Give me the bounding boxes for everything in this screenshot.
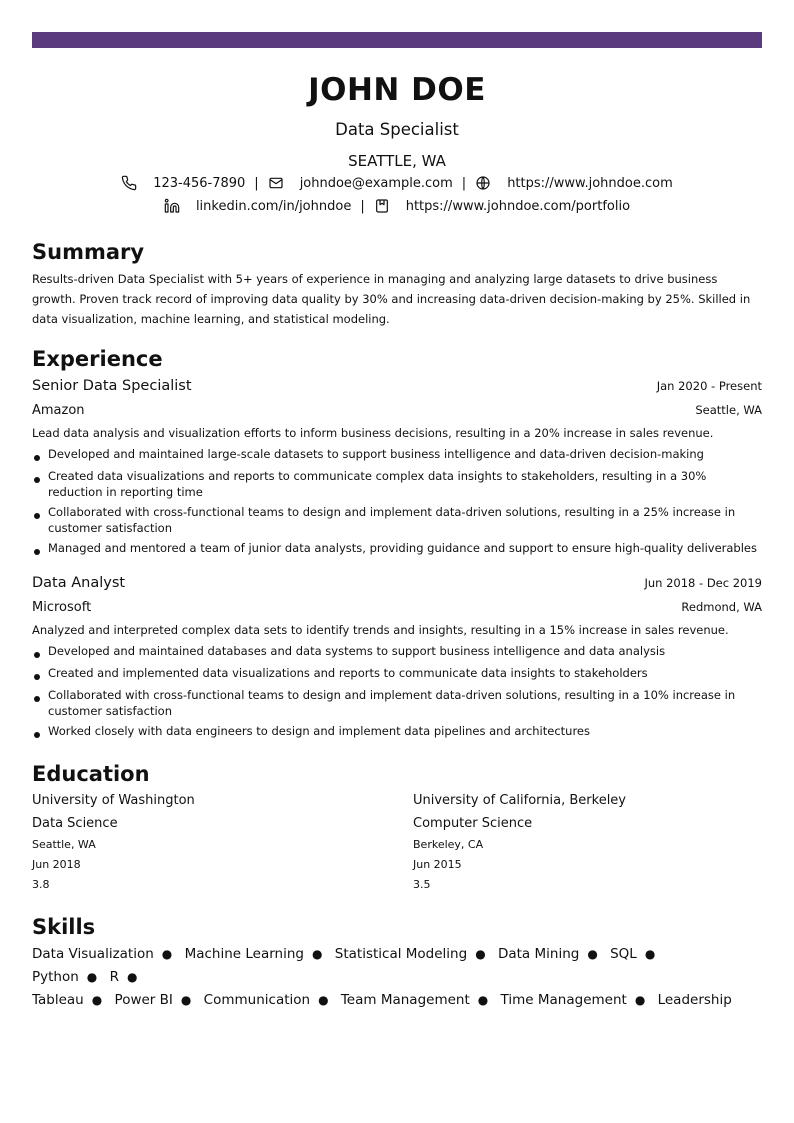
job-description: Analyzed and interpreted complex data sets to identify trends and insights, resulting in a 15% increase in sales revenue. (32, 623, 729, 637)
edu-location: Berkeley, CA (413, 838, 484, 851)
email-icon (268, 175, 284, 191)
edu-degree: Computer Science (413, 816, 533, 831)
skill-item: Time Management (500, 992, 627, 1008)
phone-icon (121, 175, 137, 191)
bullet-separator: ● (161, 947, 173, 961)
list-item: Developed and maintained large-scale datasets to support business intelligence and data-driven decision-making (32, 446, 762, 462)
list-item: Worked closely with data engineers to design and implement data pipelines and architectures (32, 723, 762, 739)
job-location: Redmond, WA (681, 600, 762, 614)
globe-icon (475, 175, 491, 191)
education-heading: Education (32, 762, 150, 786)
job-dates: Jun 2018 - Dec 2019 (644, 576, 762, 590)
skill-item: Leadership (657, 992, 732, 1008)
bullet-separator: ● (126, 970, 138, 984)
job-company: Microsoft (32, 600, 92, 615)
bullet-separator: ● (180, 993, 192, 1007)
job-bullets (32, 643, 762, 739)
list-item: Created data visualizations and reports to communicate complex data insights to stakeholders, resulting in a 30% reduction in reporting time (32, 468, 762, 500)
job-company-row (32, 403, 762, 418)
job-title: Senior Data Specialist (32, 378, 192, 394)
skills-heading: Skills (32, 915, 96, 939)
skill-item: Python (32, 969, 79, 985)
contact-line-2 (0, 196, 794, 216)
job-title: Data Analyst (32, 575, 126, 591)
skill-item: Power BI (114, 992, 173, 1008)
job-bullets (32, 446, 762, 556)
job-header (32, 575, 762, 591)
skill-item: Statistical Modeling (334, 946, 468, 962)
job-header (32, 378, 762, 394)
bullet-separator: ● (634, 993, 646, 1007)
linkedin-icon (164, 198, 180, 214)
separator: | (461, 175, 467, 191)
job-company-row (32, 600, 762, 615)
portfolio-link[interactable]: https://www.johndoe.com/portfolio (405, 198, 631, 214)
accent-bar (32, 32, 762, 48)
experience-heading: Experience (32, 347, 163, 371)
skills-list (32, 943, 732, 1012)
list-item: Developed and maintained databases and data systems to support business intelligence and data analysis (32, 643, 762, 659)
skill-item: Data Visualization (32, 946, 154, 962)
bullet-separator: ● (587, 947, 598, 961)
skill-item: SQL (610, 946, 637, 962)
candidate-location: SEATTLE, WA (348, 152, 446, 170)
bullet-separator: ● (86, 970, 98, 984)
summary-text: Results-driven Data Specialist with 5+ years of experience in managing and analyzing large datasets to drive business growth. Proven track record of improving data quality by 30% and increasing data-driven decision-making by 25%. Skilled in data visualization, machine learning, and statistical modeling. (32, 272, 751, 326)
edu-date: Jun 2018 (32, 858, 81, 871)
portfolio-icon (374, 198, 390, 214)
edu-location: Seattle, WA (32, 838, 96, 851)
separator: | (360, 198, 365, 214)
list-item: Created and implemented data visualizations and reports to communicate data insights to stakeholders (32, 665, 762, 681)
education-item (413, 792, 763, 897)
skill-item: Machine Learning (184, 946, 304, 962)
separator: | (254, 175, 259, 191)
job-company: Amazon (32, 403, 85, 418)
job-location: Seattle, WA (695, 403, 762, 417)
edu-school: University of California, Berkeley (413, 793, 626, 808)
phone-number[interactable]: 123-456-7890 (153, 175, 246, 191)
summary-heading: Summary (32, 240, 145, 264)
list-item: Collaborated with cross-functional teams to design and implement data-driven solutions, resulting in a 25% increase in customer satisfaction (32, 504, 762, 536)
candidate-name: JOHN DOE (308, 72, 486, 108)
skill-item: Tableau (32, 992, 84, 1008)
edu-gpa: 3.8 (32, 878, 50, 891)
linkedin-link[interactable]: linkedin.com/in/johndoe (195, 198, 352, 214)
bullet-separator: ● (477, 993, 489, 1007)
skill-item: Data Mining (497, 946, 580, 962)
job-description: Lead data analysis and visualization efforts to inform business decisions, resulting in a 20% increase in sales revenue. (32, 426, 714, 440)
website-link[interactable]: https://www.johndoe.com (507, 175, 673, 191)
edu-gpa: 3.5 (413, 878, 431, 891)
education-item (32, 792, 382, 897)
skill-item: R (109, 969, 119, 985)
bullet-separator: ● (475, 947, 486, 961)
edu-school: University of Washington (32, 793, 195, 808)
bullet-separator: ● (312, 947, 323, 961)
candidate-title: Data Specialist (335, 120, 459, 139)
email-link[interactable]: johndoe@example.com (299, 175, 453, 191)
bullet-separator: ● (644, 947, 656, 961)
bullet-separator: ● (318, 993, 329, 1007)
contact-line-1 (0, 173, 794, 193)
bullet-separator: ● (91, 993, 103, 1007)
skill-item: Team Management (340, 992, 470, 1008)
list-item: Collaborated with cross-functional teams to design and implement data-driven solutions, resulting in a 10% increase in customer satisfaction (32, 687, 762, 719)
job-dates: Jan 2020 - Present (656, 379, 762, 393)
edu-date: Jun 2015 (413, 858, 462, 871)
skill-item: Communication (203, 992, 311, 1008)
list-item: Managed and mentored a team of junior data analysts, providing guidance and support to ensure high-quality deliverables (32, 540, 762, 556)
edu-degree: Data Science (32, 816, 118, 831)
